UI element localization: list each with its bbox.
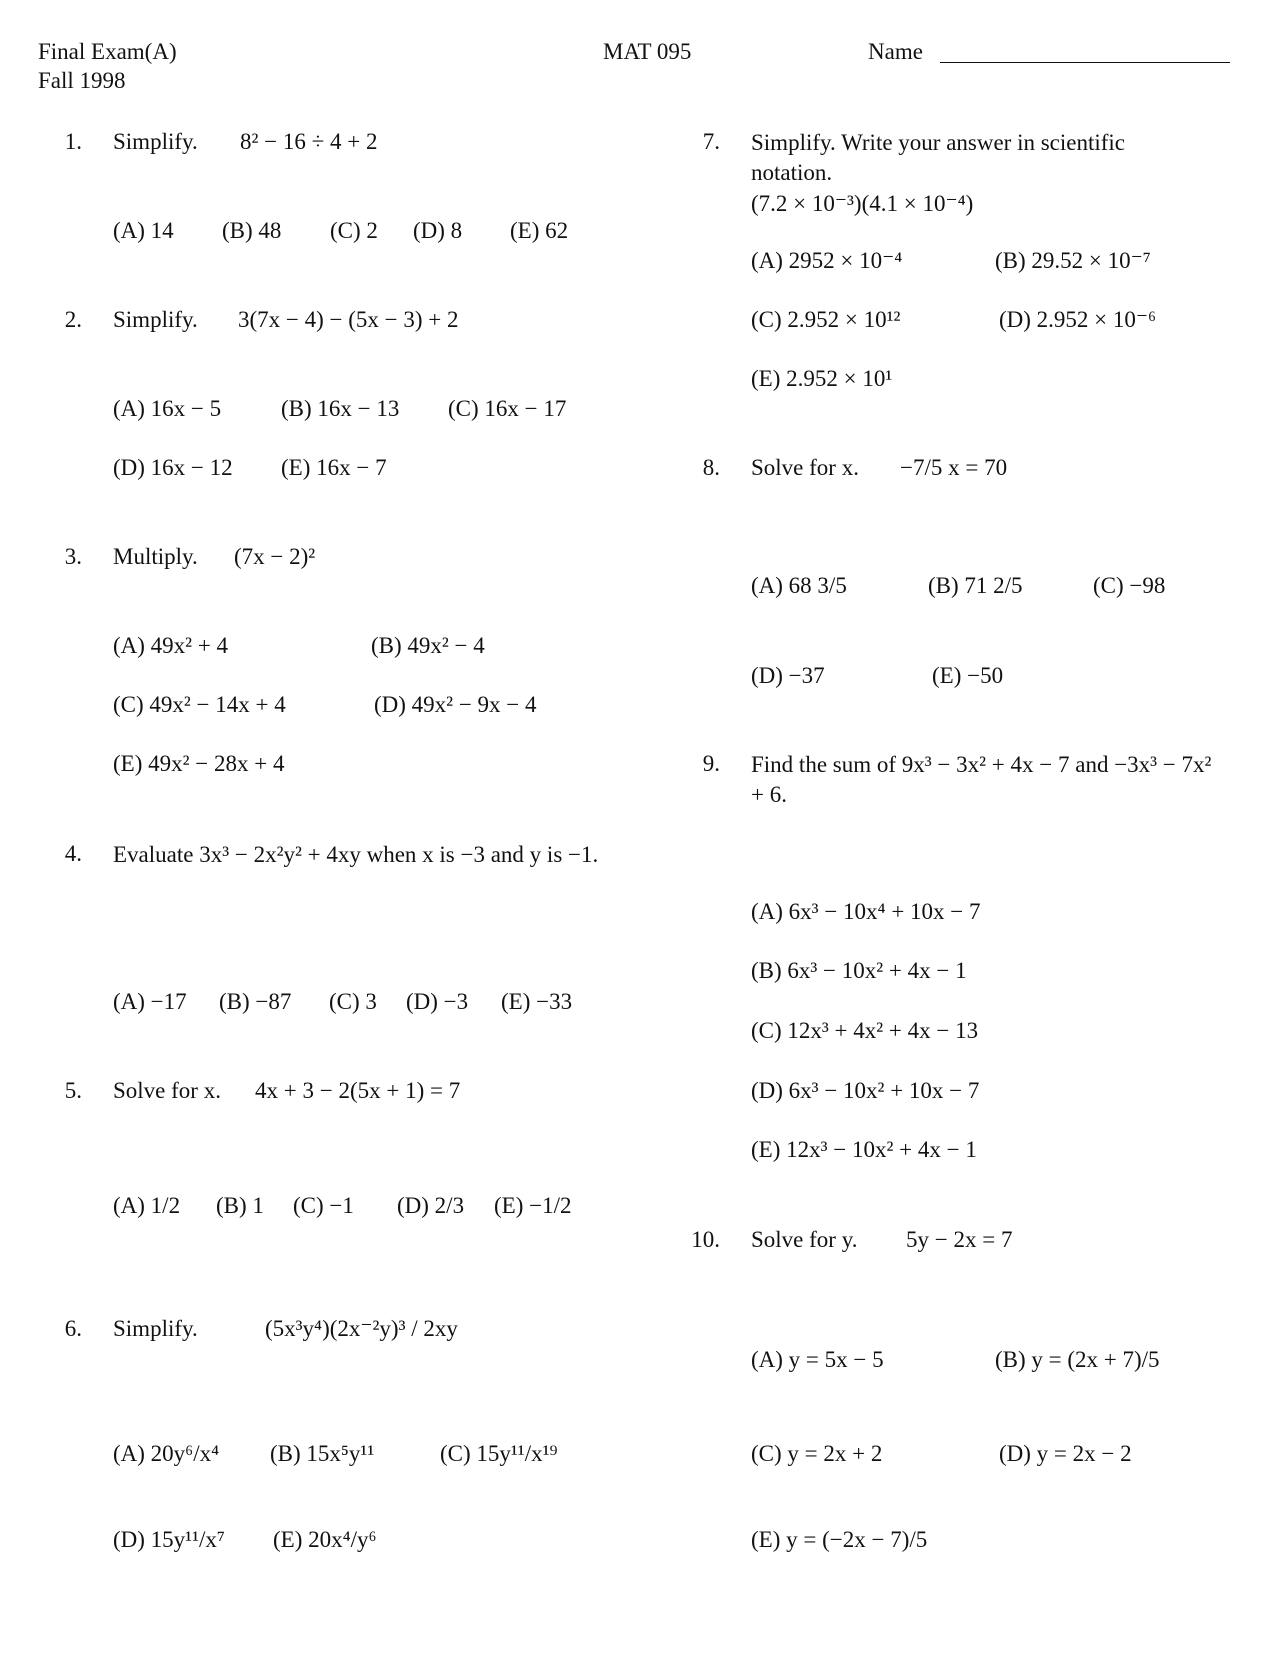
question-number: 6. bbox=[64, 1316, 82, 1341]
question-expression: (5x³y⁴)(2x⁻²y)³ / 2xy bbox=[265, 1316, 458, 1341]
question-prompt: Multiply. bbox=[113, 544, 198, 569]
name-blank-line[interactable] bbox=[940, 62, 1230, 63]
course-code: MAT 095 bbox=[603, 39, 692, 64]
question-number: 4. bbox=[64, 841, 82, 866]
question-number: 3. bbox=[64, 544, 82, 569]
question-prompt: Evaluate 3x³ − 2x²y² + 4xy when x is −3 and y is −1. bbox=[113, 842, 599, 867]
question-prompt: Solve for x. bbox=[751, 455, 859, 480]
choice-e[interactable]: (E) 62 bbox=[510, 218, 569, 243]
choice-c[interactable]: (C) 49x² − 14x + 4 bbox=[113, 692, 286, 717]
choice-c[interactable]: (C) 16x − 17 bbox=[448, 396, 567, 421]
choice-c[interactable]: (C) 3 bbox=[329, 989, 377, 1014]
choice-b[interactable]: (B) 49x² − 4 bbox=[371, 633, 485, 658]
choice-d[interactable]: (D) −3 bbox=[406, 989, 469, 1014]
question-prompt: Solve for y. bbox=[751, 1227, 858, 1252]
choice-c[interactable]: (C) 2.952 × 10¹² bbox=[751, 307, 901, 332]
question-prompt: Solve for x. bbox=[113, 1078, 221, 1103]
choice-a[interactable]: (A) 6x³ − 10x⁴ + 10x − 7 bbox=[751, 899, 981, 924]
choice-e[interactable]: (E) 49x² − 28x + 4 bbox=[113, 751, 285, 776]
question-expression: (7x − 2)² bbox=[234, 544, 316, 569]
choice-a[interactable]: (A) 2952 × 10⁻⁴ bbox=[751, 248, 903, 273]
choice-e[interactable]: (E) 12x³ − 10x² + 4x − 1 bbox=[751, 1137, 977, 1162]
choice-e[interactable]: (E) y = (−2x − 7)/5 bbox=[751, 1527, 928, 1552]
exam-term: Fall 1998 bbox=[38, 68, 126, 93]
question-expression: (7.2 × 10⁻³)(4.1 × 10⁻⁴) bbox=[751, 191, 974, 216]
choice-a[interactable]: (A) −17 bbox=[113, 989, 187, 1014]
question-expression: 5y − 2x = 7 bbox=[906, 1227, 1013, 1252]
choice-c[interactable]: (C) 15y¹¹/x¹⁹ bbox=[440, 1441, 558, 1466]
choice-e[interactable]: (E) 16x − 7 bbox=[281, 455, 387, 480]
choice-a[interactable]: (A) 49x² + 4 bbox=[113, 633, 229, 658]
question-expression: 3(7x − 4) − (5x − 3) + 2 bbox=[238, 307, 459, 332]
choice-b[interactable]: (B) y = (2x + 7)/5 bbox=[995, 1347, 1160, 1372]
choice-b[interactable]: (B) 29.52 × 10⁻⁷ bbox=[995, 248, 1151, 273]
choice-c[interactable]: (C) y = 2x + 2 bbox=[751, 1441, 883, 1466]
choice-b[interactable]: (B) 71 2/5 bbox=[928, 573, 1023, 598]
choice-c[interactable]: (C) −98 bbox=[1093, 573, 1166, 598]
choice-d[interactable]: (D) 15y¹¹/x⁷ bbox=[113, 1527, 225, 1552]
choice-e[interactable]: (E) −50 bbox=[932, 663, 1004, 688]
question-number: 9. bbox=[702, 751, 720, 776]
choice-b[interactable]: (B) 48 bbox=[222, 218, 282, 243]
choice-e[interactable]: (E) 20x⁴/y⁶ bbox=[273, 1527, 377, 1552]
choice-c[interactable]: (C) 2 bbox=[330, 218, 378, 243]
question-number: 8. bbox=[702, 455, 720, 480]
choice-c[interactable]: (C) 12x³ + 4x² + 4x − 13 bbox=[751, 1018, 979, 1043]
choice-b[interactable]: (B) 16x − 13 bbox=[281, 396, 400, 421]
question-number: 5. bbox=[64, 1078, 82, 1103]
choice-e[interactable]: (E) −1/2 bbox=[494, 1193, 572, 1218]
choice-a[interactable]: (A) y = 5x − 5 bbox=[751, 1347, 884, 1372]
choice-a[interactable]: (A) 20y⁶/x⁴ bbox=[113, 1441, 220, 1466]
question-prompt: Find the sum of 9x³ − 3x² + 4x − 7 and −3x³ − 7x² + 6. bbox=[751, 752, 1212, 807]
choice-a[interactable]: (A) 1/2 bbox=[113, 1193, 181, 1218]
choice-b[interactable]: (B) 1 bbox=[216, 1193, 264, 1218]
choice-b[interactable]: (B) 15x⁵y¹¹ bbox=[270, 1441, 375, 1466]
question-number: 10. bbox=[691, 1227, 720, 1252]
question-prompt: Simplify. bbox=[113, 129, 198, 154]
choice-b[interactable]: (B) 6x³ − 10x² + 4x − 1 bbox=[751, 958, 967, 983]
choice-d[interactable]: (D) 49x² − 9x − 4 bbox=[374, 692, 537, 717]
choice-a[interactable]: (A) 14 bbox=[113, 218, 174, 243]
choice-e[interactable]: (E) −33 bbox=[501, 989, 573, 1014]
choice-d[interactable]: (D) 2/3 bbox=[397, 1193, 465, 1218]
choice-d[interactable]: (D) 8 bbox=[413, 218, 463, 243]
choice-b[interactable]: (B) −87 bbox=[219, 989, 292, 1014]
choice-a[interactable]: (A) 16x − 5 bbox=[113, 396, 222, 421]
choice-e[interactable]: (E) 2.952 × 10¹ bbox=[751, 366, 893, 391]
exam-title: Final Exam(A) bbox=[38, 39, 177, 64]
question-number: 7. bbox=[702, 129, 720, 154]
choice-d[interactable]: (D) 16x − 12 bbox=[113, 455, 233, 480]
question-prompt: Simplify. Write your answer in scientific notation. bbox=[751, 130, 1126, 185]
name-label: Name bbox=[868, 39, 923, 64]
choice-a[interactable]: (A) 68 3/5 bbox=[751, 573, 847, 598]
question-prompt: Simplify. bbox=[113, 1316, 198, 1341]
question-expression: 4x + 3 − 2(5x + 1) = 7 bbox=[255, 1078, 461, 1103]
question-expression: −7/5 x = 70 bbox=[900, 455, 1008, 480]
choice-d[interactable]: (D) 2.952 × 10⁻⁶ bbox=[999, 307, 1157, 332]
question-prompt: Simplify. bbox=[113, 307, 198, 332]
choice-d[interactable]: (D) −37 bbox=[751, 663, 825, 688]
question-expression: 8² − 16 ÷ 4 + 2 bbox=[240, 129, 378, 154]
choice-c[interactable]: (C) −1 bbox=[293, 1193, 354, 1218]
question-number: 2. bbox=[64, 307, 82, 332]
choice-d[interactable]: (D) y = 2x − 2 bbox=[999, 1441, 1132, 1466]
choice-d[interactable]: (D) 6x³ − 10x² + 10x − 7 bbox=[751, 1078, 980, 1103]
question-number: 1. bbox=[64, 129, 82, 154]
